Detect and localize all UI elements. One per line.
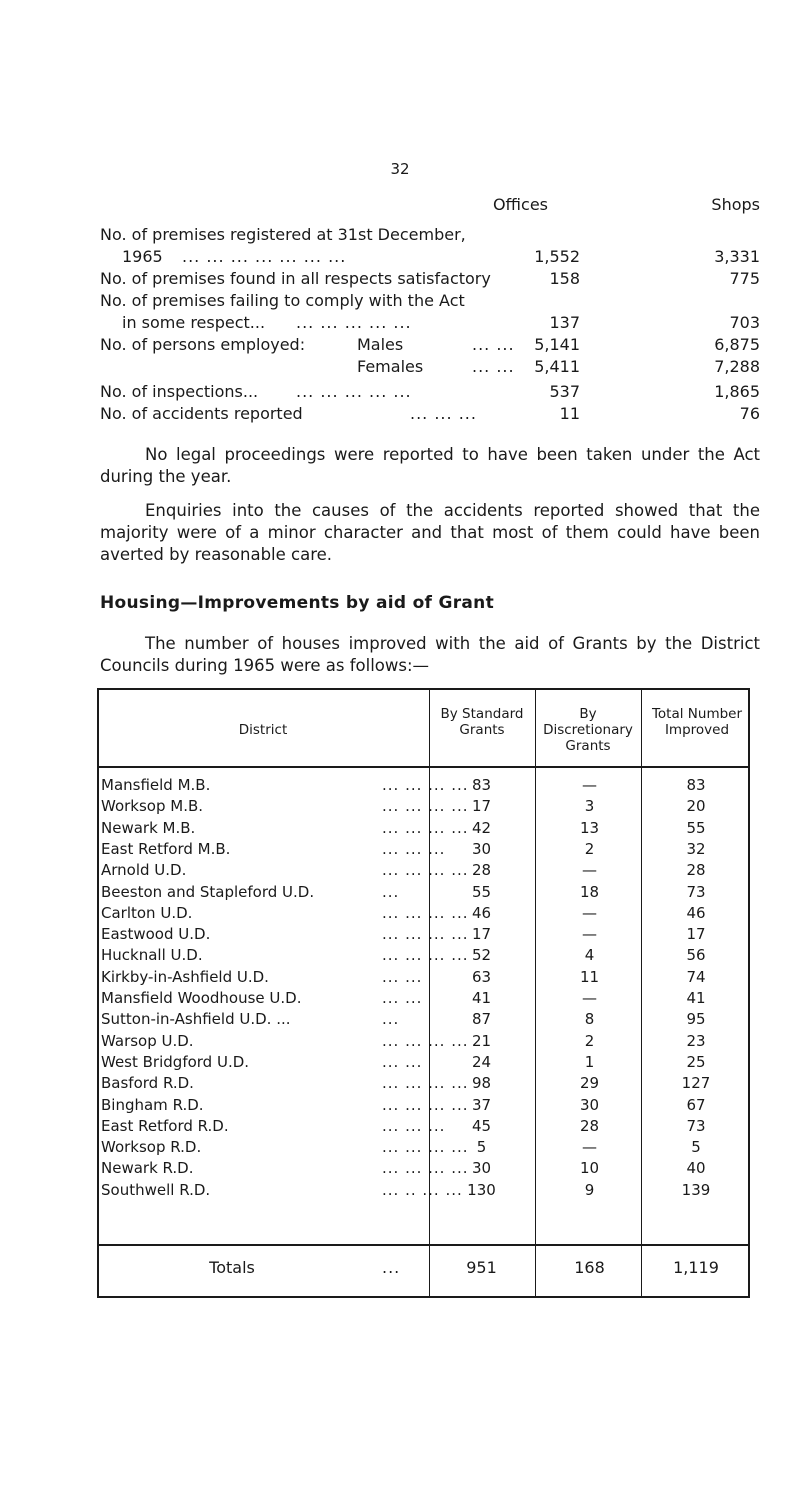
total-improved-cell: 41 — [686, 989, 706, 1007]
district-cell: Mansfield Woodhouse U.D. — [101, 989, 302, 1007]
leader-dots: ... — [382, 1258, 401, 1277]
district-cell: Bingham R.D. — [101, 1095, 204, 1114]
offices-value: 137 — [549, 313, 580, 332]
standard-grants-cell: 30 — [471, 839, 492, 858]
total-improved-cell: 25 — [686, 1052, 706, 1071]
table-row — [97, 1138, 750, 1159]
total-improved-cell: 67 — [686, 1095, 706, 1114]
stats-row — [100, 357, 760, 379]
total-improved-cell: 32 — [686, 839, 706, 858]
leader-dots: ... ... ... — [382, 1116, 446, 1135]
page-number: 32 — [390, 160, 410, 178]
shops-value: 6,875 — [714, 335, 760, 354]
total-improved-cell: 139 — [681, 1180, 711, 1199]
discretionary-grants-cell: 11 — [579, 967, 600, 986]
standard-grants-cell: 45 — [471, 1116, 492, 1135]
total-improved: 1,119 — [673, 1258, 719, 1277]
leader-dots: ... ... ... ... — [382, 797, 469, 816]
leader-dots: ... ... ... ... ... ... ... — [182, 247, 347, 266]
stats-sublabel: Males — [357, 335, 404, 354]
total-improved-cell: 73 — [686, 882, 706, 901]
shops-value: 1,865 — [714, 382, 760, 401]
offices-value: 11 — [559, 404, 580, 423]
total-standard: 951 — [466, 1258, 497, 1277]
discretionary-grants-cell: 3 — [584, 797, 595, 816]
leader-dots: ... ... ... — [410, 404, 477, 423]
standard-grants-cell: 24 — [471, 1052, 492, 1071]
standard-grants-cell: 87 — [471, 1010, 492, 1029]
leader-dots: ... ... ... ... — [382, 1159, 469, 1178]
total-improved-cell: 17 — [686, 925, 706, 944]
stats-row — [100, 247, 760, 269]
leader-dots: ... ... — [382, 967, 423, 986]
standard-grants-cell: 46 — [471, 903, 492, 922]
leader-dots: ... ... ... ... — [382, 925, 469, 944]
discretionary-grants-cell: 28 — [579, 1116, 600, 1135]
discretionary-grants-cell: 18 — [579, 882, 600, 901]
grants-table — [97, 688, 750, 1488]
standard-grants-cell: 98 — [471, 1074, 492, 1093]
discretionary-grants-cell: 9 — [584, 1180, 595, 1199]
district-cell: Worksop R.D. — [101, 1138, 202, 1157]
leader-dots: ... ... — [382, 989, 423, 1007]
offices-value: 158 — [549, 269, 580, 288]
standard-grants-cell: 42 — [471, 818, 492, 837]
stats-label: No. of premises found in all respects satisfactory — [100, 269, 491, 288]
district-cell: Beeston and Stapleford U.D. — [101, 882, 315, 901]
discretionary-grants-cell: 4 — [584, 946, 595, 965]
leader-dots: ... ... ... ... — [382, 1095, 469, 1114]
totals-label: Totals — [209, 1258, 255, 1277]
paragraph-text: No legal proceedings were reported to have been taken under the Act during the year. — [100, 445, 760, 486]
column-header-offices: Offices — [492, 195, 548, 214]
total-improved-cell: 74 — [686, 967, 706, 986]
leader-dots: ... ... ... ... — [382, 1031, 469, 1050]
paragraph-grants-intro — [100, 633, 760, 677]
discretionary-grants-cell: 2 — [584, 839, 595, 858]
stats-row — [100, 225, 760, 247]
table-row — [97, 946, 750, 967]
table-row — [97, 989, 750, 1010]
shops-value: 3,331 — [714, 247, 760, 266]
leader-dots: ... ... ... ... — [382, 861, 469, 880]
totals-rule — [97, 1244, 750, 1246]
stats-label: No. of persons employed: — [100, 335, 306, 354]
offices-value: 1,552 — [534, 247, 580, 266]
leader-dots: ... .. ... ... — [382, 1180, 463, 1199]
discretionary-grants-cell: 30 — [579, 1095, 600, 1114]
leader-dots: ... ... ... ... ... — [296, 382, 412, 401]
header-standard-grants: By Standard Grants — [440, 706, 524, 738]
standard-grants-cell: 41 — [471, 989, 492, 1007]
header-total-improved: Total Number Improved — [651, 706, 743, 738]
table-row — [97, 1181, 750, 1202]
standard-grants-cell: 28 — [471, 861, 492, 880]
total-improved-cell: 46 — [686, 903, 706, 922]
paragraph-enquiries — [100, 500, 760, 566]
table-row — [97, 1096, 750, 1117]
discretionary-grants-cell: 1 — [584, 1052, 595, 1071]
header-district: District — [238, 722, 288, 738]
shops-value: 7,288 — [714, 357, 760, 376]
header-discretionary-grants: By Discretionary Grants — [543, 706, 633, 754]
stats-row — [100, 335, 760, 357]
district-cell: Basford R.D. — [101, 1074, 194, 1093]
header-rule — [97, 766, 750, 768]
stats-label: No. of premises failing to comply with the Act — [100, 291, 465, 310]
district-cell: Southwell R.D. — [101, 1180, 211, 1199]
offices-value: 5,141 — [534, 335, 580, 354]
paragraph-text: The number of houses improved with the aid of Grants by the District Councils during 1965 were as follows:— — [100, 634, 760, 675]
table-row — [97, 968, 750, 989]
leader-dots: ... ... — [472, 335, 515, 354]
district-cell: Sutton-in-Ashfield U.D. ... — [101, 1010, 291, 1029]
leader-dots: ... ... ... — [382, 839, 446, 858]
leader-dots: ... ... — [472, 357, 515, 376]
offices-value: 5,411 — [534, 357, 580, 376]
stats-label: No. of premises registered at 31st December, — [100, 225, 466, 244]
table-row — [97, 1074, 750, 1095]
discretionary-grants-cell: — — [582, 925, 597, 944]
total-improved-cell: 28 — [686, 861, 706, 880]
discretionary-grants-cell: — — [582, 989, 597, 1007]
offices-value: 537 — [549, 382, 580, 401]
total-improved-cell: 73 — [686, 1116, 706, 1135]
stats-label: No. of inspections... — [100, 382, 259, 401]
district-cell: Warsop U.D. — [101, 1031, 194, 1050]
table-row — [97, 776, 750, 797]
table-row — [97, 1117, 750, 1138]
column-header-shops: Shops — [711, 195, 760, 214]
standard-grants-cell: 30 — [471, 1159, 492, 1178]
leader-dots: ... ... ... ... — [382, 903, 469, 922]
total-improved-cell: 23 — [686, 1031, 706, 1050]
stats-row — [100, 291, 760, 313]
total-improved-cell: 55 — [686, 818, 706, 837]
leader-dots: ... — [382, 882, 400, 901]
standard-grants-cell: 37 — [471, 1095, 492, 1114]
shops-value: 775 — [729, 269, 760, 288]
table-row — [97, 861, 750, 882]
total-discretionary: 168 — [574, 1258, 605, 1277]
leader-dots: ... ... ... ... ... — [296, 313, 412, 332]
table-row — [97, 1159, 750, 1180]
leader-dots: ... ... ... ... — [382, 946, 469, 965]
district-cell: Hucknall U.D. — [101, 946, 203, 965]
district-cell: Newark M.B. — [101, 818, 196, 837]
standard-grants-cell: 17 — [471, 925, 492, 944]
leader-dots: ... ... ... ... — [382, 776, 469, 794]
discretionary-grants-cell: — — [582, 861, 597, 880]
leader-dots: ... ... — [382, 1052, 423, 1071]
stats-row — [100, 404, 760, 426]
table-row — [97, 904, 750, 925]
standard-grants-cell: 5 — [476, 1138, 487, 1157]
table-row — [97, 797, 750, 818]
stats-label: No. of accidents reported — [100, 404, 303, 423]
standard-grants-cell: 52 — [471, 946, 492, 965]
district-cell: Mansfield M.B. — [101, 776, 211, 794]
standard-grants-cell: 83 — [471, 776, 492, 794]
district-cell: East Retford M.B. — [101, 839, 231, 858]
table-row — [97, 1032, 750, 1053]
district-cell: Kirkby-in-Ashfield U.D. — [101, 967, 269, 986]
discretionary-grants-cell: 10 — [579, 1159, 600, 1178]
stats-row — [100, 269, 760, 291]
discretionary-grants-cell: 29 — [579, 1074, 600, 1093]
total-improved-cell: 20 — [686, 797, 706, 816]
total-improved-cell: 56 — [686, 946, 706, 965]
stats-label-continued: 1965 — [122, 247, 163, 266]
total-improved-cell: 40 — [686, 1159, 706, 1178]
discretionary-grants-cell: — — [582, 1138, 597, 1157]
table-row — [97, 1010, 750, 1031]
table-row — [97, 840, 750, 861]
district-cell: Arnold U.D. — [101, 861, 187, 880]
total-improved-cell: 95 — [686, 1010, 706, 1029]
leader-dots: ... ... ... ... — [382, 1074, 469, 1093]
district-cell: Eastwood U.D. — [101, 925, 211, 944]
table-row — [97, 819, 750, 840]
standard-grants-cell: 130 — [467, 1180, 496, 1199]
shops-value: 703 — [729, 313, 760, 332]
stats-sublabel: Females — [357, 357, 424, 376]
standard-grants-cell: 63 — [471, 967, 492, 986]
paragraph-legal-proceedings — [100, 444, 760, 488]
discretionary-grants-cell: — — [582, 776, 597, 794]
shops-value: 76 — [739, 404, 760, 423]
paragraph-text: Enquiries into the causes of the accidents reported showed that the majority were of a minor character and that most of them could have been averted by reasonable care. — [100, 501, 760, 564]
table-row — [97, 883, 750, 904]
district-cell: West Bridgford U.D. — [101, 1052, 250, 1071]
table-row — [97, 1053, 750, 1074]
district-cell: Newark R.D. — [101, 1159, 194, 1178]
leader-dots: ... — [382, 1010, 400, 1029]
leader-dots: ... ... ... ... — [382, 1138, 469, 1157]
discretionary-grants-cell: — — [582, 903, 597, 922]
discretionary-grants-cell: 8 — [584, 1010, 595, 1029]
total-improved-cell: 83 — [686, 776, 706, 794]
standard-grants-cell: 55 — [471, 882, 492, 901]
total-improved-cell: 127 — [681, 1074, 711, 1093]
totals-row — [97, 1258, 750, 1279]
leader-dots: ... ... ... ... — [382, 818, 469, 837]
district-cell: Carlton U.D. — [101, 903, 193, 922]
discretionary-grants-cell: 13 — [579, 818, 600, 837]
stats-label-continued: in some respect... — [122, 313, 266, 332]
section-heading: Housing—Improvements by aid of Grant — [100, 593, 495, 613]
standard-grants-cell: 21 — [471, 1031, 492, 1050]
standard-grants-cell: 17 — [471, 797, 492, 816]
table-row — [97, 925, 750, 946]
discretionary-grants-cell: 2 — [584, 1031, 595, 1050]
total-improved-cell: 5 — [691, 1138, 701, 1157]
stats-row — [100, 313, 760, 335]
district-cell: East Retford R.D. — [101, 1116, 229, 1135]
stats-row — [100, 382, 760, 404]
district-cell: Worksop M.B. — [101, 797, 204, 816]
